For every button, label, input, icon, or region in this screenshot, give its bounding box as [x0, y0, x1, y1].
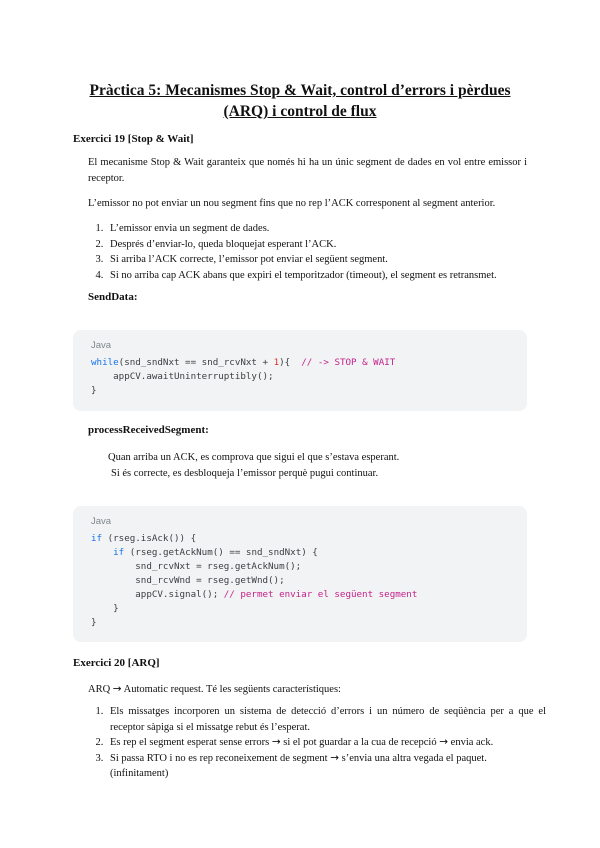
list-item: 3. Si arriba l’ACK correcte, l’emissor pot enviar el següent segment. — [106, 252, 546, 268]
code-line: while(snd_sndNxt == snd_rcvNxt + 1){ // -> STOP & WAIT — [91, 357, 396, 368]
code-line: } — [91, 617, 97, 628]
code-language-label: Java — [91, 340, 112, 351]
code-line: } — [91, 603, 119, 614]
arrow-icon: → — [439, 736, 449, 748]
process-line-2: Si és correcte, es desbloqueja l’emissor perquè pugui continuar. — [111, 468, 379, 479]
ex19-paragraph-2: L’emissor no pot enviar un nou segment fins que no rep l’ACK corresponent al segment anterior. — [88, 198, 496, 209]
code-block-senddata — [73, 330, 527, 411]
list-item: 2. Es rep el segment esperat sense errors → si el pot guardar a la cua de recepció → envia ack. — [106, 735, 546, 751]
page-title — [70, 80, 530, 122]
process-line-1: Quan arriba un ACK, es comprova que sigui el que s’estava esperant. — [108, 452, 400, 463]
code-line: appCV.signal(); // permet enviar el següent segment — [91, 589, 418, 600]
process-description — [108, 450, 528, 482]
senddata-label: SendData: — [88, 291, 138, 303]
list-item: 3. Si passa RTO i no es rep reconeixement de segment → s’envia una altra vegada el paquet. (infinitament) — [106, 751, 546, 782]
list-item: 2. Després d’enviar-lo, queda bloquejat esperant l’ACK. — [106, 237, 546, 253]
code-line: snd_rcvNxt = rseg.getAckNum(); — [91, 561, 302, 572]
code-line: if (rseg.getAckNum() == snd_sndNxt) { — [113, 547, 318, 558]
code-line: if (rseg.isAck()) { — [91, 533, 197, 544]
code-text — [91, 356, 395, 398]
exercise-20-heading: Exercici 20 [ARQ] — [73, 657, 160, 669]
process-received-segment-label: processReceivedSegment: — [88, 424, 209, 436]
title-line-1: Pràctica 5: Mecanismes Stop & Wait, control d’errors i pèrdues — [89, 82, 511, 99]
code-text — [91, 532, 417, 630]
arrow-icon: → — [330, 751, 340, 764]
arrow-icon: → — [271, 736, 281, 748]
list-item: 1. Els missatges incorporen un sistema de detecció d’errors i un número de seqüència per a que el receptor sàpiga si el missatge rebut és l’esperat. — [106, 704, 546, 735]
code-line: } — [91, 385, 97, 396]
ex19-paragraph-1: El mecanisme Stop & Wait garanteix que només hi ha un únic segment de dades en vol entre emissor i receptor. — [88, 157, 527, 184]
exercise-19-heading: Exercici 19 [Stop & Wait] — [73, 133, 194, 145]
ex20-characteristics-list — [88, 704, 546, 782]
title-line-2: (ARQ) i control de flux — [223, 103, 377, 120]
code-language-label: Java — [91, 516, 112, 527]
code-block-process — [73, 506, 527, 642]
code-line: snd_rcvWnd = rseg.getWnd(); — [91, 575, 285, 586]
list-item: 1. L’emissor envia un segment de dades. — [106, 221, 546, 237]
code-line: appCV.awaitUninterruptibly(); — [91, 371, 274, 382]
list-item: 4. Si no arriba cap ACK abans que expiri el temporitzador (timeout), el segment es retransmet. — [106, 268, 546, 284]
ex20-intro: ARQ → Automatic request. Té les següents característiques: — [88, 683, 341, 695]
ex19-steps-list — [88, 221, 546, 283]
arrow-icon: → — [112, 683, 122, 695]
